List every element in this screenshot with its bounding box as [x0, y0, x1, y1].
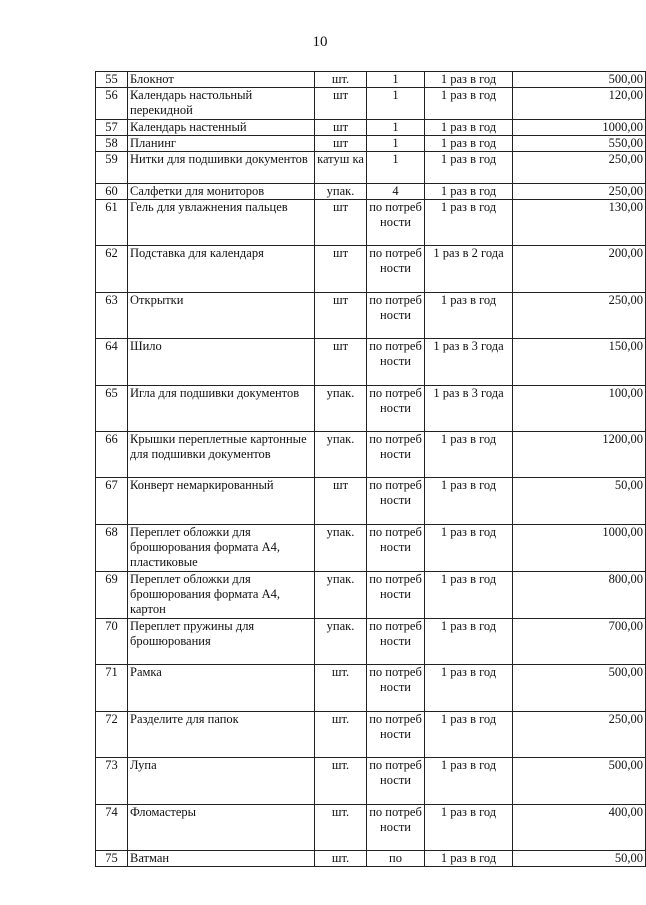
- table-row: [96, 478, 646, 525]
- item-unit: шт.: [315, 805, 367, 851]
- row-number: 62: [96, 246, 128, 293]
- item-frequency: 1 раз в год: [425, 805, 513, 851]
- item-frequency: 1 раз в год: [425, 665, 513, 712]
- table-row: [96, 851, 646, 867]
- item-name: Игла для подшивки документов: [128, 386, 315, 432]
- table-row: [96, 120, 646, 136]
- item-unit: шт.: [315, 712, 367, 758]
- item-name: Подставка для календаря: [128, 246, 315, 293]
- row-number: 56: [96, 88, 128, 120]
- item-name: Календарь настенный: [128, 120, 315, 136]
- table-row: [96, 246, 646, 293]
- item-quantity: 1: [367, 88, 425, 120]
- row-number: 75: [96, 851, 128, 867]
- row-number: 61: [96, 200, 128, 246]
- item-price: 1000,00: [513, 120, 646, 136]
- table-row: [96, 136, 646, 152]
- row-number: 70: [96, 619, 128, 665]
- item-price: 800,00: [513, 572, 646, 619]
- item-price: 550,00: [513, 136, 646, 152]
- row-number: 57: [96, 120, 128, 136]
- item-unit: упак.: [315, 525, 367, 572]
- item-name: Лупа: [128, 758, 315, 805]
- item-name: Открытки: [128, 293, 315, 339]
- item-name: Нитки для подшивки документов: [128, 152, 315, 184]
- table-row: [96, 88, 646, 120]
- item-name: Переплет обложки для брошюрования формата А4, пластиковые: [128, 525, 315, 572]
- item-name: Фломастеры: [128, 805, 315, 851]
- item-name: Рамка: [128, 665, 315, 712]
- item-unit: упак.: [315, 432, 367, 478]
- page-number: 10: [312, 34, 328, 50]
- item-quantity: по потреб ности: [367, 619, 425, 665]
- item-name: Календарь настольный перекидной: [128, 88, 315, 120]
- item-name: Разделите для папок: [128, 712, 315, 758]
- item-unit: шт: [315, 478, 367, 525]
- item-price: 250,00: [513, 712, 646, 758]
- item-quantity: 1: [367, 152, 425, 184]
- table-row: [96, 184, 646, 200]
- item-price: 50,00: [513, 478, 646, 525]
- item-price: 250,00: [513, 184, 646, 200]
- item-unit: шт: [315, 120, 367, 136]
- item-frequency: 1 раз в год: [425, 712, 513, 758]
- table-row: [96, 712, 646, 758]
- row-number: 68: [96, 525, 128, 572]
- table-row: [96, 665, 646, 712]
- item-quantity: по потреб ности: [367, 478, 425, 525]
- item-quantity: по потреб ности: [367, 572, 425, 619]
- item-frequency: 1 раз в год: [425, 88, 513, 120]
- item-unit: шт.: [315, 72, 367, 88]
- item-price: 250,00: [513, 152, 646, 184]
- item-quantity: по потреб ности: [367, 525, 425, 572]
- item-price: 500,00: [513, 665, 646, 712]
- item-quantity: 1: [367, 120, 425, 136]
- table-row: [96, 293, 646, 339]
- table-row: [96, 339, 646, 386]
- item-frequency: 1 раз в год: [425, 619, 513, 665]
- item-price: 700,00: [513, 619, 646, 665]
- item-name: Планинг: [128, 136, 315, 152]
- item-price: 400,00: [513, 805, 646, 851]
- item-unit: шт: [315, 88, 367, 120]
- item-name: Переплет обложки для брошюрования формата А4, картон: [128, 572, 315, 619]
- item-frequency: 1 раз в год: [425, 120, 513, 136]
- item-name: Гель для увлажнения пальцев: [128, 200, 315, 246]
- item-unit: шт.: [315, 665, 367, 712]
- item-quantity: по потреб ности: [367, 712, 425, 758]
- item-quantity: по потреб ности: [367, 246, 425, 293]
- item-name: Крышки переплетные картонные для подшивки документов: [128, 432, 315, 478]
- table-row: [96, 805, 646, 851]
- item-quantity: 1: [367, 72, 425, 88]
- row-number: 60: [96, 184, 128, 200]
- item-unit: упак.: [315, 572, 367, 619]
- item-frequency: 1 раз в год: [425, 525, 513, 572]
- table-row: [96, 525, 646, 572]
- row-number: 67: [96, 478, 128, 525]
- item-unit: упак.: [315, 619, 367, 665]
- row-number: 66: [96, 432, 128, 478]
- item-unit: катуш ка: [315, 152, 367, 184]
- item-frequency: 1 раз в год: [425, 478, 513, 525]
- item-price: 250,00: [513, 293, 646, 339]
- item-frequency: 1 раз в год: [425, 432, 513, 478]
- row-number: 74: [96, 805, 128, 851]
- item-price: 150,00: [513, 339, 646, 386]
- item-price: 200,00: [513, 246, 646, 293]
- row-number: 63: [96, 293, 128, 339]
- items-table-body: [96, 72, 646, 867]
- row-number: 64: [96, 339, 128, 386]
- row-number: 72: [96, 712, 128, 758]
- item-unit: упак.: [315, 386, 367, 432]
- table-row: [96, 572, 646, 619]
- item-quantity: по потреб ности: [367, 293, 425, 339]
- row-number: 65: [96, 386, 128, 432]
- item-quantity: по потреб ности: [367, 758, 425, 805]
- item-price: 50,00: [513, 851, 646, 867]
- item-unit: шт.: [315, 851, 367, 867]
- row-number: 73: [96, 758, 128, 805]
- item-quantity: по потреб ности: [367, 200, 425, 246]
- item-frequency: 1 раз в год: [425, 200, 513, 246]
- item-frequency: 1 раз в год: [425, 851, 513, 867]
- item-price: 1000,00: [513, 525, 646, 572]
- item-frequency: 1 раз в год: [425, 758, 513, 805]
- table-row: [96, 758, 646, 805]
- item-unit: шт.: [315, 758, 367, 805]
- item-quantity: по потреб ности: [367, 432, 425, 478]
- item-quantity: по: [367, 851, 425, 867]
- row-number: 69: [96, 572, 128, 619]
- item-frequency: 1 раз в 3 года: [425, 386, 513, 432]
- item-frequency: 1 раз в год: [425, 72, 513, 88]
- item-name: Салфетки для мониторов: [128, 184, 315, 200]
- item-name: Блокнот: [128, 72, 315, 88]
- item-frequency: 1 раз в год: [425, 184, 513, 200]
- item-frequency: 1 раз в 3 года: [425, 339, 513, 386]
- item-quantity: 4: [367, 184, 425, 200]
- table-row: [96, 72, 646, 88]
- item-name: Конверт немаркированный: [128, 478, 315, 525]
- item-unit: шт: [315, 136, 367, 152]
- item-name: Переплет пружины для брошюрования: [128, 619, 315, 665]
- item-price: 500,00: [513, 758, 646, 805]
- item-price: 1200,00: [513, 432, 646, 478]
- item-unit: шт: [315, 339, 367, 386]
- table-row: [96, 432, 646, 478]
- item-frequency: 1 раз в год: [425, 572, 513, 619]
- item-unit: шт: [315, 246, 367, 293]
- item-price: 500,00: [513, 72, 646, 88]
- items-table: [95, 71, 646, 867]
- item-quantity: 1: [367, 136, 425, 152]
- item-frequency: 1 раз в год: [425, 293, 513, 339]
- item-quantity: по потреб ности: [367, 665, 425, 712]
- row-number: 55: [96, 72, 128, 88]
- item-price: 100,00: [513, 386, 646, 432]
- item-frequency: 1 раз в 2 года: [425, 246, 513, 293]
- item-quantity: по потреб ности: [367, 805, 425, 851]
- item-quantity: по потреб ности: [367, 339, 425, 386]
- table-row: [96, 152, 646, 184]
- table-row: [96, 619, 646, 665]
- item-unit: упак.: [315, 184, 367, 200]
- item-unit: шт: [315, 293, 367, 339]
- item-name: Шило: [128, 339, 315, 386]
- table-row: [96, 200, 646, 246]
- item-name: Ватман: [128, 851, 315, 867]
- table-row: [96, 386, 646, 432]
- item-unit: шт: [315, 200, 367, 246]
- item-quantity: по потреб ности: [367, 386, 425, 432]
- item-frequency: 1 раз в год: [425, 136, 513, 152]
- row-number: 71: [96, 665, 128, 712]
- row-number: 59: [96, 152, 128, 184]
- row-number: 58: [96, 136, 128, 152]
- item-frequency: 1 раз в год: [425, 152, 513, 184]
- item-price: 130,00: [513, 200, 646, 246]
- item-price: 120,00: [513, 88, 646, 120]
